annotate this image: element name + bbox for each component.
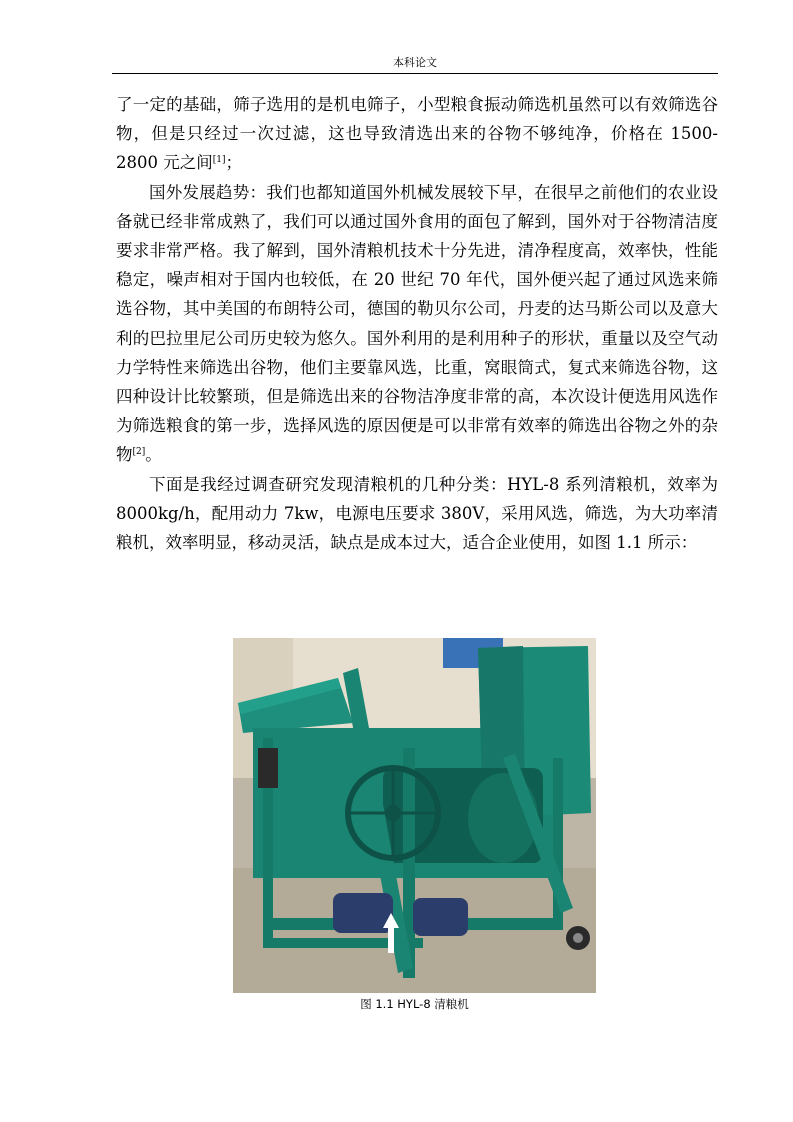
paragraph-2-tail: 。 <box>145 445 162 465</box>
paragraph-2 <box>116 178 718 470</box>
page-header: 本科论文 <box>393 56 437 69</box>
paragraph-3 <box>116 470 718 558</box>
citation-2[interactable]: [2] <box>132 447 146 458</box>
body-text <box>116 90 718 557</box>
paragraph-1-tail: ； <box>225 153 242 173</box>
paragraph-1-text: 了一定的基础，筛子选用的是机电筛子，小型粮食振动筛选机虽然可以有效筛选谷物，但是只经过一次过滤，这也导致清选出来的谷物不够纯净，价格在 1500-2800 元之间 <box>116 95 718 173</box>
figure-caption: 图 1.1 HYL-8 清粮机 <box>360 997 469 1011</box>
paragraph-2-text: 国外发展趋势：我们也都知道国外机械发展较下早，在很早之前他们的农业设备就已经非常成熟了，我们可以通过国外食用的面包了解到，国外对于谷物清洁度要求非常严格。我了解到，国外清粮机技术十分先进，清净程度高，效率快，性能稳定，噪声相对于国内也较低，在 20 世纪 70 年代，国外便兴起了通过风选来筛选谷物，其中美国的布朗特公司，德国的勒贝尔公司，丹麦的达马斯公司以及意大利的巴拉里尼公司历史较为悠久。国外利用的是利用种子的形状，重量以及空气动力学特性来筛选出谷物，他们主要靠风选，比重，窝眼筒式，复式来筛选谷物，这四种设计比较繁琐，但是筛选出来的谷物洁净度非常的高，本次设计便选用风选作为筛选粮食的第一步，选择风选的原因便是可以非常有效率的筛选出谷物之外的杂物 <box>116 182 718 465</box>
grain-cleaner-illustration <box>233 638 596 993</box>
paragraph-3-text: 下面是我经过调查研究发现清粮机的几种分类：HYL-8 系列清粮机，效率为 8000kg/h，配用动力 7kw，电源电压要求 380V，采用风选，筛选，为大功率清粮机，效率明显，移动灵活，缺点是成本过大，适合企业使用，如图 1.1 所示： <box>116 474 718 553</box>
paragraph-1 <box>116 90 718 178</box>
citation-1[interactable]: [1] <box>212 155 226 166</box>
header-rule <box>112 73 718 74</box>
figure-grain-cleaner-photo <box>233 638 596 993</box>
